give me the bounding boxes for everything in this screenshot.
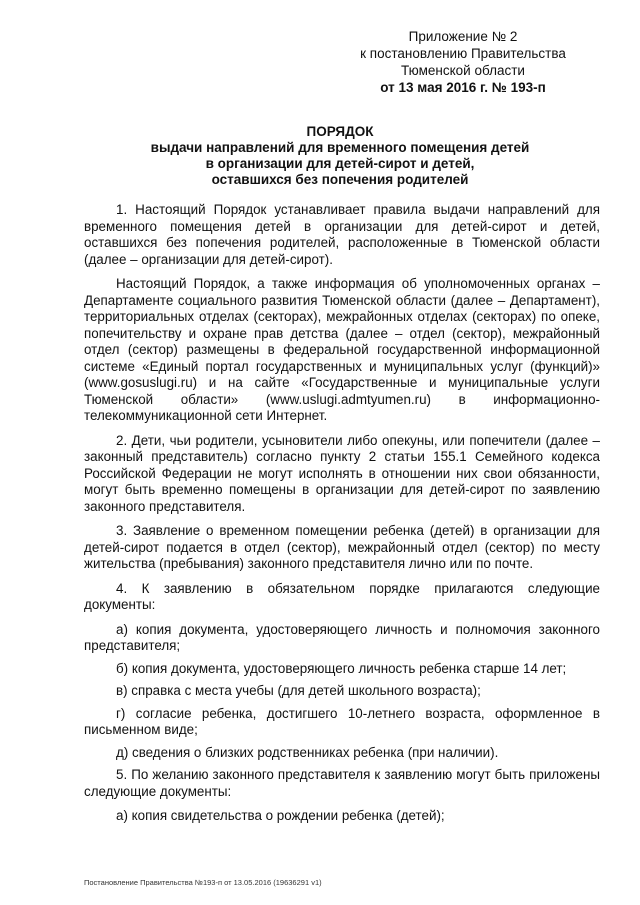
list-item: в) справка с места учебы (для детей школьного возраста); (116, 683, 481, 698)
title-subtitle-3: оставшихся без попечения родителей (211, 172, 469, 187)
appendix-header (348, 28, 578, 96)
paragraph: Настоящий Порядок, а также информация об уполномоченных органах – Департаменте социального развития Тюменской области (далее – Департамент), территориальных отделах (секторах), межрайонных отделах (секторах) по опеке, попечительству и охране прав детства (далее – отдел (сектор), межрайонный отдел (сектор) размещены в федеральной государственной информационной системе «Единый портал государственных и муниципальных услуг (функций)» (www.gosuslugi.ru) и на сайте «Государственные и муниципальные услуги Тюменской области» (www.uslugi.admtyumen.ru) в информационно-телекоммуникационной сети Интернет. (84, 276, 600, 423)
list-item: д) сведения о близких родственниках ребенка (при наличии). (116, 744, 499, 760)
list-item: а) копия свидетельства о рождении ребенка (детей); (116, 808, 445, 823)
title-subtitle-1: выдачи направлений для временного помещения детей (150, 140, 530, 155)
title-subtitle-2: в организации для детей-сирот и детей, (205, 156, 475, 171)
paragraph: 5. По желанию законного представителя к заявлению могут быть приложены следующие документы: (84, 767, 600, 799)
paragraph: 1. Настоящий Порядок устанавливает правила выдачи направлений для временного помещения детей в организации для детей-сирот и детей, оставшихся без попечения родителей, расположенные в Тюменской области (далее – организации для детей-сирот). (84, 202, 600, 267)
paragraph: 4. К заявлению в обязательном порядке прилагаются следующие документы: (84, 580, 600, 612)
appendix-resolution-ref: к постановлению Правительства (360, 46, 566, 61)
appendix-date: от 13 мая 2016 г. № 193-п (380, 80, 546, 95)
title-heading: ПОРЯДОК (306, 124, 374, 139)
paragraph: 2. Дети, чьи родители, усыновители либо опекуны, или попечители (далее – законный представитель) согласно пункту 2 статьи 155.1 Семейного кодекса Российской Федерации не могут исполнять в отношении них свои обязанности, могут быть временно помещены в организации для детей-сирот по заявлению законного представителя. (84, 432, 600, 514)
list-item: г) согласие ребенка, достигшего 10-летнего возраста, оформленное в письменном виде; (84, 705, 600, 737)
appendix-region: Тюменской области (401, 63, 525, 78)
document-body (84, 202, 600, 831)
appendix-number: Приложение № 2 (408, 29, 518, 44)
page-footer: Постановление Правительства №193-п от 13.05.2016 (19636291 v1) (84, 878, 322, 887)
paragraph: 3. Заявление о временном помещении ребенка (детей) в организации для детей-сирот подается в отдел (сектор), межрайонный отдел (сектор) по месту жительства (пребывания) законного представителя лично или по почте. (84, 523, 600, 571)
document-title (80, 124, 600, 188)
list-item: б) копия документа, удостоверяющего личность ребенка старше 14 лет; (116, 660, 567, 676)
list-item: а) копия документа, удостоверяющего личность и полномочия законного представителя; (84, 621, 600, 653)
